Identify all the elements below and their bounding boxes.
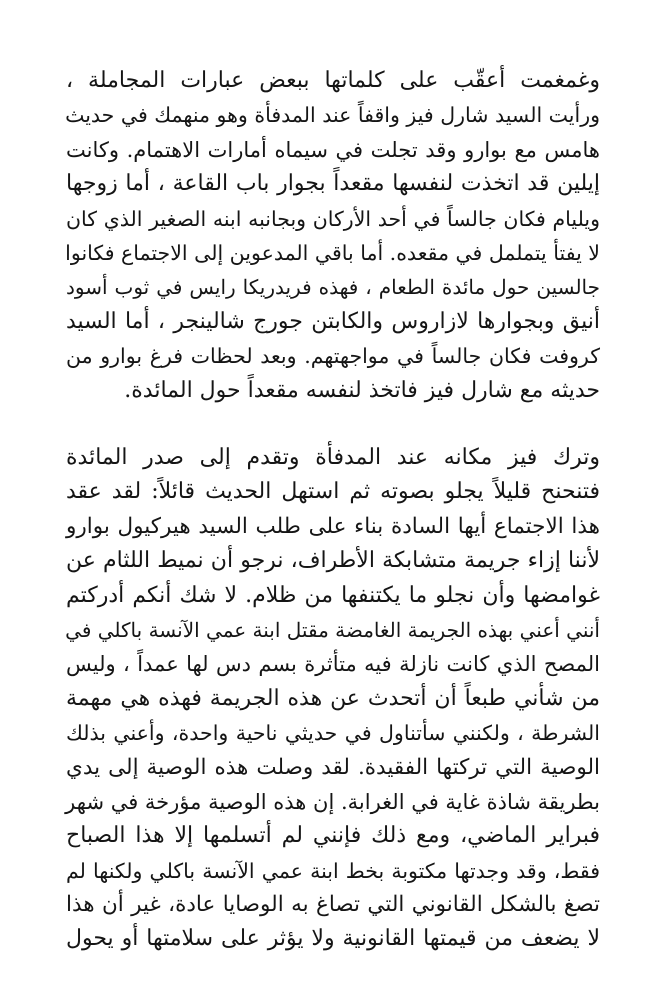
text-line: وغمغمت أعقّب على كلماتها ببعض عبارات المجاملة ، xyxy=(66,68,600,93)
text-line: إيلين قد اتخذت لنفسها مقعداً بجوار باب القاعة ، أما زوجها xyxy=(66,171,600,197)
text-line: الشرطة ، ولكنني سأتناول في حديثي ناحية واحدة، وأعني بذلك xyxy=(66,721,600,746)
text-line: حديثه مع شارل فيز فاتخذ لنفسه مقعداً حول المائدة. xyxy=(124,377,600,403)
text-line: المصح الذي كانت نازلة فيه متأثرة بسم دس لها عمداً ، وليس xyxy=(66,652,600,677)
text-line: فتنحنح قليلاً يجلو بصوته ثم استهل الحديث قائلاً: لقد عقد xyxy=(66,479,600,505)
text-line: لا يفتأ يتململ في مقعده. أما باقي المدعوين إلى الاجتماع فكانوا xyxy=(65,240,600,265)
text-line: الوصية التي تركتها الفقيدة. لقد وصلت هذه الوصية إلى يدي xyxy=(66,754,600,780)
text-line: وترك فيز مكانه عند المدفأة وتقدم إلى صدر المائدة xyxy=(66,445,600,470)
paragraph-2 xyxy=(66,441,600,957)
text-line: أنني أعني بهذه الجريمة الغامضة مقتل ابنة عمي الآنسة باكلي في xyxy=(65,617,600,642)
text-line: فبراير الماضي، ومع ذلك فإنني لم أتسلمها إلا هذا الصباح xyxy=(66,823,600,849)
text-line: بطريقة شاذة غاية في الغرابة. إن هذه الوصية مؤرخة في شهر xyxy=(65,789,600,814)
text-line: لأننا إزاء جريمة متشابكة الأطراف، نرجو أن نميط اللثام عن xyxy=(66,548,600,574)
text-line: كروفت فكان جالساً في مواجهتهم. وبعد لحظات فرغ بوارو من xyxy=(66,344,600,369)
text-line: هذا الاجتماع أيها السادة بناء على طلب السيد هيركيول بوارو xyxy=(66,513,600,539)
text-line: ويليام فكان جالساً في أحد الأركان وبجانبه ابنه الصغير الذي كان xyxy=(66,206,600,231)
text-line: أنيق وبجوارها لازاروس والكابتن جورج شالينجر ، أما السيد xyxy=(66,308,600,334)
text-line: فقط، وقد وجدتها مكتوبة بخط ابنة عمي الآنسة باكلي ولكنها لم xyxy=(66,858,600,883)
text-line: من شأني طبعاً أن أتحدث عن هذه الجريمة فهذه هي مهمة xyxy=(66,685,600,711)
paragraph-1 xyxy=(66,64,600,408)
text-line: ورأيت السيد شارل فيز واقفاً عند المدفأة وهو منهمك في حديث xyxy=(65,103,600,128)
text-line: لا يضعف من قيمتها القانونية ولا يؤثر على سلامتها أو يحول xyxy=(66,926,600,952)
text-line: جالسين حول مائدة الطعام ، فهذه فريدريكا رايس في ثوب أسود xyxy=(66,275,600,300)
text-line: غوامضها وأن نجلو ما يكتنفها من ظلام. لا شك أنكم أدركتم xyxy=(66,582,600,608)
text-line: هامس مع بوارو وقد تجلت في سيماه أمارات الاهتمام. وكانت xyxy=(66,137,600,162)
text-line: تصغ بالشكل القانوني التي تصاغ به الوصايا عادة، غير أن هذا xyxy=(66,892,600,918)
